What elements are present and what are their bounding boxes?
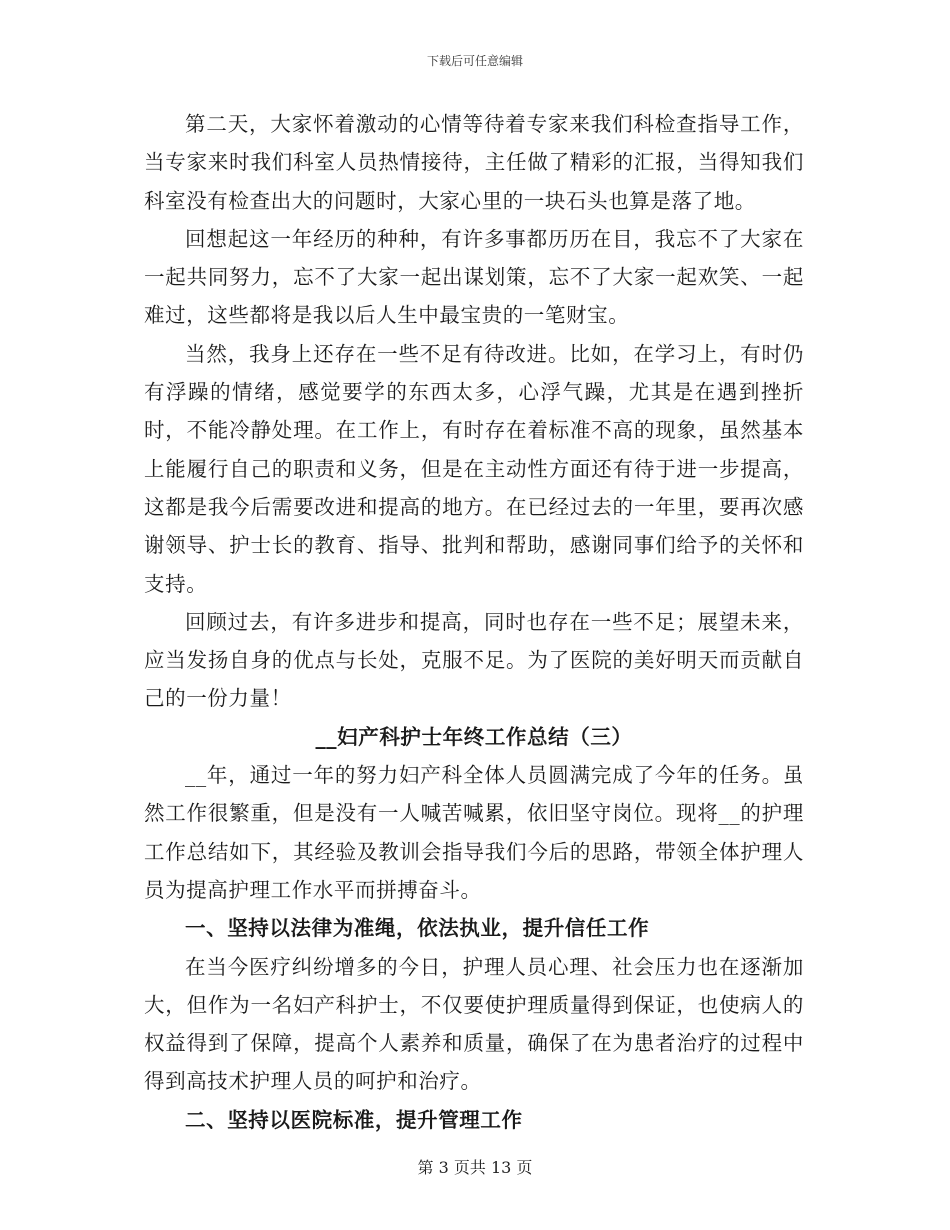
heading-hospital-standards: 二、坚持以医院标准，提升管理工作 — [185, 1107, 523, 1132]
heading-law-compliance: 一、坚持以法律为准绳，依法执业，提升信任工作 — [185, 916, 650, 941]
paragraph-memories: 回想起这一年经历的种种，有许多事都历历在目，我忘不了大家在一起共同努力，忘不了大家一起出谋划策，忘不了大家一起欢笑、一起难过，这些都将是我以后人生中最宝贵的一笔财宝。 — [144, 226, 804, 328]
section-title: __妇产科护士年终工作总结（三） — [315, 724, 633, 749]
page-header-note: 下载后可任意编辑 — [426, 54, 523, 68]
paragraph-intro: __年，通过一年的努力妇产科全体人员圆满完成了今年的任务。虽然工作很繁重，但是没有一人喊苦喊累，依旧坚守岗位。现将__的护理工作总结如下，其经验及教训会指导我们今后的思路，带领全体护理人员为提高护理工作水平而拼搏奋斗。 — [144, 763, 804, 902]
paragraph-shortcomings: 当然，我身上还存在一些不足有待改进。比如，在学习上，有时仍有浮躁的情绪，感觉要学的东西太多，心浮气躁，尤其是在遇到挫折时，不能冷静处理。在工作上，有时存在着标准不高的现象，虽然基本上能履行自己的职责和义务，但是在主动性方面还有待于进一步提高，这都是我今后需要改进和提高的地方。在已经过去的一年里，要再次感谢领导、护士长的教育、指导、批判和帮助，感谢同事们给予的关怀和支持。 — [144, 341, 804, 596]
page-number-footer: 第 3 页共 13 页 — [417, 1158, 533, 1177]
paragraph-expert-visit: 第二天，大家怀着激动的心情等待着专家来我们科检查指导工作，当专家来时我们科室人员热情接待，主任做了精彩的汇报，当得知我们科室没有检查出大的问题时，大家心里的一块石头也算是落了地。 — [144, 112, 804, 213]
paragraph-looking-ahead: 回顾过去，有许多进步和提高，同时也存在一些不足；展望未来，应当发扬自身的优点与长处，克服不足。为了医院的美好明天而贡献自己的一份力量！ — [144, 609, 804, 711]
document-body — [144, 105, 804, 1139]
paragraph-law-compliance: 在当今医疗纠纷增多的今日，护理人员心理、社会压力也在逐渐加大，但作为一名妇产科护士，不仅要使护理质量得到保证，也使病人的权益得到了保障，提高个人素养和质量，确保了在为患者治疗的过程中得到高技术护理人员的呵护和治疗。 — [144, 954, 804, 1094]
